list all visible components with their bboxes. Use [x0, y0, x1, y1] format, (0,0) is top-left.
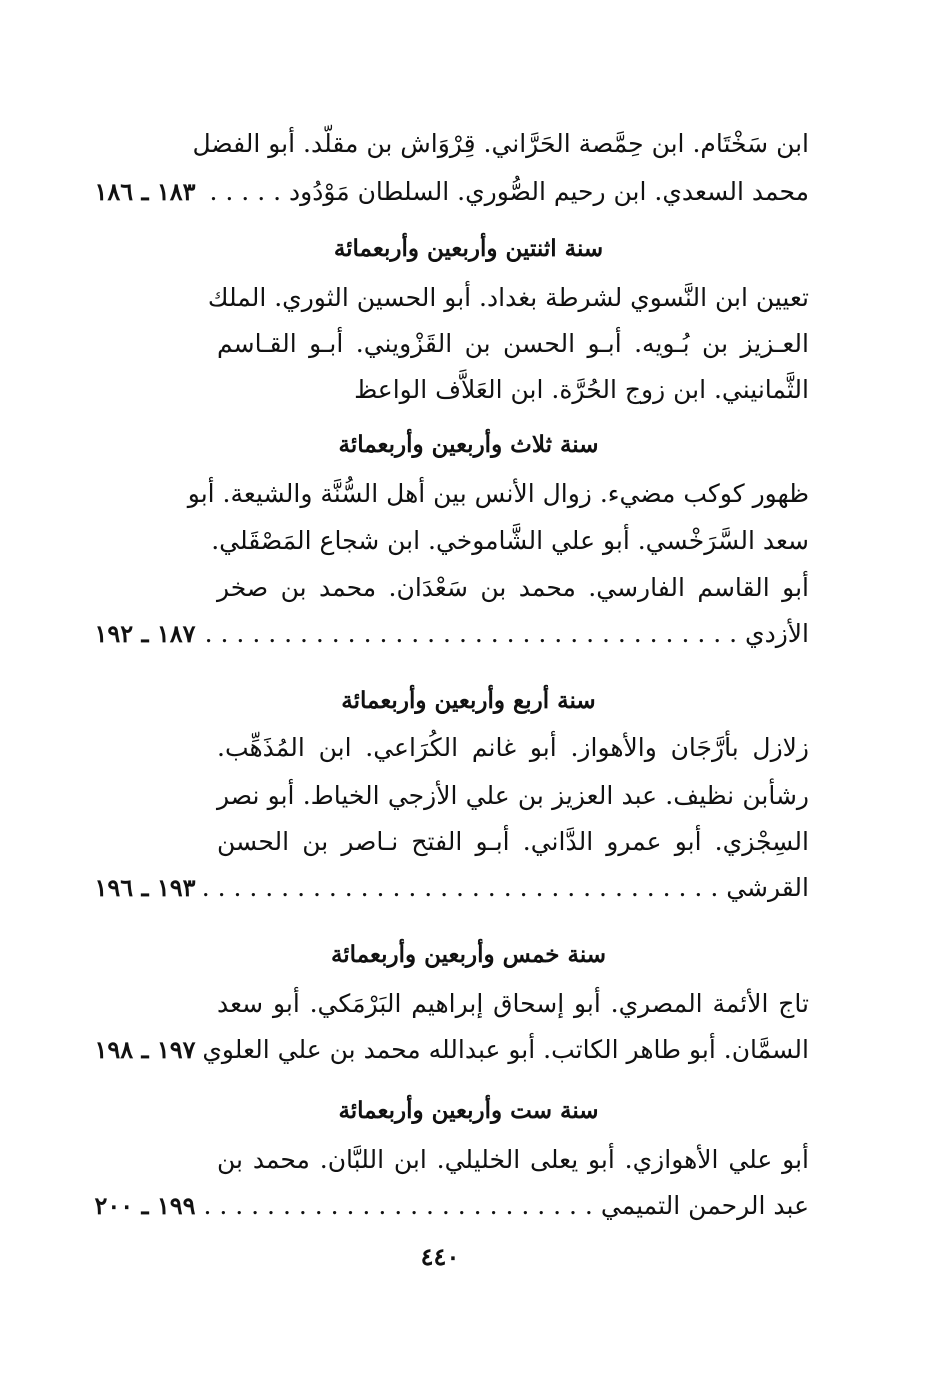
toc-entry-line: تعيين ابن النَّسوي لشرطة بغداد. أبو الحسين الثوري. الملك [207, 283, 809, 312]
toc-entry-line: الأزدي . . . . . . . . . . . . . . . . . . . . . . . . . . . . . . . . . . [204, 619, 809, 648]
toc-entry-line: سعد السَّرَخْسي. أبو علي الشَّاموخي. ابن شجاع المَصْقَلي. [211, 526, 809, 555]
toc-entry-line: عبد الرحمن التميمي . . . . . . . . . . . . . . . . . . . . . . . . . [203, 1191, 809, 1220]
toc-entry-line: ابن سَخْتَام. ابن حِمَّصة الحَرَّاني. قِرْوَاش بن مقلّد. أبو الفضل [192, 129, 809, 158]
toc-entry-line: السمَّان. أبو طاهر الكاتب. أبو عبدالله محمد بن علي العلوي [202, 1035, 809, 1064]
toc-entry-line: أبو علي الأهوازي. أبو يعلى الخليلي. ابن اللبَّان. محمد بن [217, 1145, 809, 1174]
page-number: ٤٤٠ [420, 1242, 460, 1271]
year-heading: سنة اثنتين وأربعين وأربعمائة [333, 235, 604, 262]
toc-entry-line: رشأبن نظيف. عبد العزيز بن علي الأزجي الخياط. أبو نصر [217, 781, 809, 810]
toc-entry-line: زلازل بأرَّجَان والأهواز. أبو غانم الكُرَاعي. ابن المُذَهِّب. [217, 733, 809, 762]
toc-entry-line: القرشي . . . . . . . . . . . . . . . . . . . . . . . . . . . . . . . . . [201, 873, 809, 902]
year-heading: سنة ست وأربعين وأربعمائة [338, 1097, 599, 1124]
toc-entry-line: ظهور كوكب مضيء. زوال الأنس بين أهل السُّنَّة والشيعة. أبو [187, 479, 809, 508]
year-heading: سنة خمس وأربعين وأربعمائة [330, 941, 607, 968]
page-range: ١٩٣ ـ ١٩٦ [94, 873, 196, 902]
year-heading: سنة ثلاث وأربعين وأربعمائة [338, 431, 599, 458]
toc-entry-line: الثَّمانيني. ابن زوج الحُرَّة. ابن العَلاَّف الواعظ [354, 375, 809, 404]
toc-entry-line: أبو القاسم الفارسي. محمد بن سَعْدَان. محمد بن صخر [217, 573, 809, 602]
toc-entry-line: تاج الأئمة المصري. أبو إسحاق إبراهيم البَرْمَكي. أبو سعد [217, 989, 809, 1018]
toc-entry-line: محمد السعدي. ابن رحيم الصُّوري. السلطان مَوْدُود . . . . . [209, 177, 809, 206]
year-heading: سنة أربع وأربعين وأربعمائة [341, 687, 596, 714]
page-range: ١٩٧ ـ ١٩٨ [94, 1035, 196, 1064]
page-range: ١٩٩ ـ ٢٠٠ [94, 1191, 196, 1220]
toc-entry-line: السِجْزي. أبو عمرو الدَّاني. أبـو الفتح نـاصر بن الحسن [217, 827, 809, 856]
page-range: ١٨٧ ـ ١٩٢ [94, 619, 196, 648]
toc-entry-line: العـزيز بن بُـويه. أبـو الحسن بن القَزْويني. أبـو القـاسم [217, 329, 809, 358]
page-range: ١٨٣ ـ ١٨٦ [94, 177, 196, 206]
